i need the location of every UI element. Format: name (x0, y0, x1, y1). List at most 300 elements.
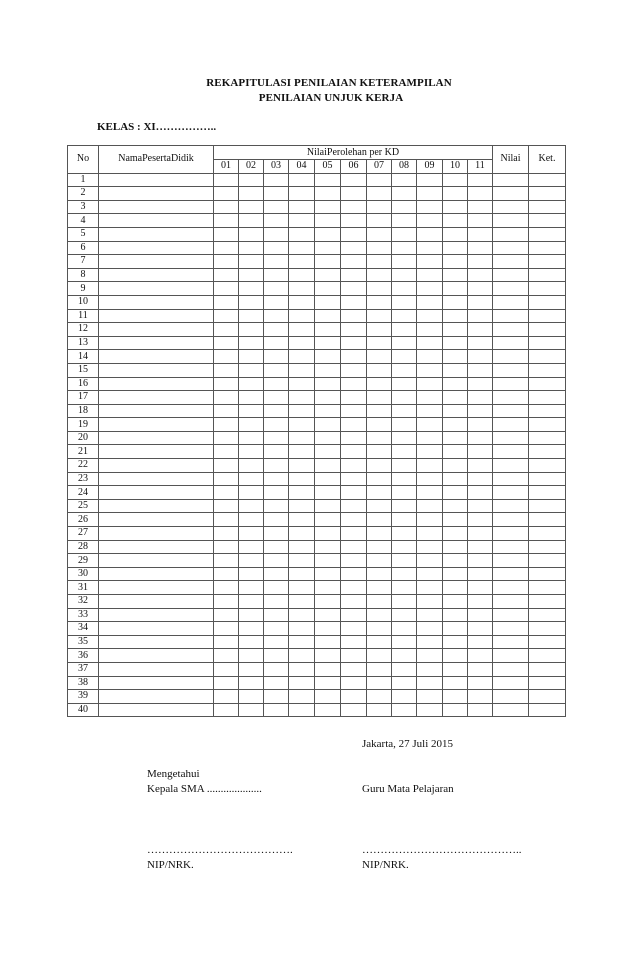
kd-score-cell (341, 295, 367, 309)
nilai-cell (493, 608, 529, 622)
table-row (68, 363, 566, 377)
kd-score-cell (367, 703, 392, 717)
kd-score-cell (443, 595, 468, 609)
kd-score-cell (367, 187, 392, 201)
name-cell (99, 309, 214, 323)
ket-cell (529, 268, 566, 282)
kd-score-cell (341, 690, 367, 704)
name-cell (99, 486, 214, 500)
kd-score-cell (392, 173, 417, 187)
kd-score-cell (315, 703, 341, 717)
kd-score-cell (417, 214, 443, 228)
kd-score-cell (289, 567, 315, 581)
kd-score-cell (417, 499, 443, 513)
nilai-cell (493, 703, 529, 717)
kd-score-cell (468, 431, 493, 445)
table-row (68, 649, 566, 663)
kd-score-cell (468, 350, 493, 364)
kd-header-cell: 04 (289, 160, 315, 174)
kd-score-cell (417, 581, 443, 595)
kd-score-cell (214, 595, 239, 609)
row-number: 33 (68, 608, 99, 622)
kd-score-cell (443, 214, 468, 228)
kd-score-cell (443, 622, 468, 636)
kd-score-cell (214, 703, 239, 717)
nilai-cell (493, 662, 529, 676)
nilai-cell (493, 187, 529, 201)
kd-score-cell (443, 309, 468, 323)
row-number: 20 (68, 431, 99, 445)
table-row (68, 513, 566, 527)
kd-score-cell (417, 227, 443, 241)
kd-score-cell (367, 622, 392, 636)
kd-score-cell (239, 173, 264, 187)
nilai-cell (493, 567, 529, 581)
row-number: 4 (68, 214, 99, 228)
kd-score-cell (468, 323, 493, 337)
kd-score-cell (264, 214, 289, 228)
ket-cell (529, 649, 566, 663)
nilai-cell (493, 255, 529, 269)
row-number: 37 (68, 662, 99, 676)
name-cell (99, 472, 214, 486)
kd-score-cell (289, 282, 315, 296)
nilai-cell (493, 336, 529, 350)
kd-score-cell (289, 649, 315, 663)
kd-score-cell (264, 445, 289, 459)
kd-score-cell (417, 363, 443, 377)
kd-score-cell (315, 227, 341, 241)
nilai-cell (493, 499, 529, 513)
table-row (68, 173, 566, 187)
kd-header-cell: 05 (315, 160, 341, 174)
nilai-cell (493, 649, 529, 663)
table-row (68, 309, 566, 323)
kd-score-cell (289, 227, 315, 241)
kd-header-cell: 06 (341, 160, 367, 174)
kd-score-cell (443, 649, 468, 663)
kd-score-cell (443, 445, 468, 459)
nilai-cell (493, 309, 529, 323)
kd-score-cell (367, 282, 392, 296)
kd-score-cell (315, 581, 341, 595)
kd-score-cell (239, 690, 264, 704)
kd-score-cell (289, 350, 315, 364)
kd-score-cell (367, 241, 392, 255)
kd-score-cell (468, 527, 493, 541)
kd-score-cell (443, 472, 468, 486)
name-cell (99, 241, 214, 255)
row-number: 3 (68, 200, 99, 214)
kd-score-cell (214, 214, 239, 228)
kd-score-cell (289, 323, 315, 337)
kd-score-cell (239, 622, 264, 636)
kd-score-cell (315, 377, 341, 391)
kd-score-cell (239, 472, 264, 486)
kd-score-cell (341, 268, 367, 282)
name-cell (99, 554, 214, 568)
kd-score-cell (289, 309, 315, 323)
kd-score-cell (315, 622, 341, 636)
kd-score-cell (367, 540, 392, 554)
nilai-cell (493, 486, 529, 500)
kd-score-cell (289, 173, 315, 187)
kd-score-cell (315, 173, 341, 187)
kd-score-cell (214, 690, 239, 704)
ket-cell (529, 350, 566, 364)
kd-score-cell (341, 309, 367, 323)
kd-score-cell (367, 227, 392, 241)
kd-score-cell (443, 227, 468, 241)
row-number: 17 (68, 391, 99, 405)
kd-score-cell (214, 241, 239, 255)
kd-score-cell (264, 363, 289, 377)
ket-cell (529, 241, 566, 255)
kd-score-cell (341, 527, 367, 541)
kd-score-cell (417, 595, 443, 609)
kd-score-cell (367, 527, 392, 541)
kd-score-cell (315, 241, 341, 255)
ket-cell (529, 567, 566, 581)
kd-score-cell (468, 200, 493, 214)
kd-score-cell (264, 173, 289, 187)
kd-score-cell (315, 336, 341, 350)
kd-score-cell (417, 377, 443, 391)
kd-score-cell (214, 309, 239, 323)
kd-score-cell (315, 431, 341, 445)
kd-score-cell (417, 173, 443, 187)
kd-score-cell (214, 581, 239, 595)
kd-score-cell (264, 540, 289, 554)
kd-score-cell (468, 459, 493, 473)
row-number: 10 (68, 295, 99, 309)
ket-cell (529, 581, 566, 595)
ket-cell (529, 486, 566, 500)
row-number: 28 (68, 540, 99, 554)
ket-cell (529, 431, 566, 445)
ket-cell (529, 459, 566, 473)
table-row (68, 227, 566, 241)
row-number: 29 (68, 554, 99, 568)
kd-score-cell (468, 187, 493, 201)
kd-score-cell (341, 703, 367, 717)
kd-score-cell (264, 391, 289, 405)
kd-score-cell (367, 676, 392, 690)
kd-score-cell (341, 173, 367, 187)
kd-score-cell (417, 635, 443, 649)
kd-score-cell (239, 282, 264, 296)
kd-score-cell (392, 363, 417, 377)
name-cell (99, 459, 214, 473)
kelas-label: KELAS : XI…………….. (97, 121, 217, 133)
kd-score-cell (239, 268, 264, 282)
kd-score-cell (289, 540, 315, 554)
kd-score-cell (443, 527, 468, 541)
kd-score-cell (341, 391, 367, 405)
kd-score-cell (214, 445, 239, 459)
kd-score-cell (468, 554, 493, 568)
kd-score-cell (214, 377, 239, 391)
kd-score-cell (289, 187, 315, 201)
kd-score-cell (468, 336, 493, 350)
name-cell (99, 445, 214, 459)
name-cell (99, 295, 214, 309)
kd-score-cell (264, 703, 289, 717)
kd-score-cell (289, 255, 315, 269)
kd-score-cell (239, 662, 264, 676)
ket-cell (529, 363, 566, 377)
ket-cell (529, 336, 566, 350)
kd-score-cell (392, 445, 417, 459)
kd-score-cell (417, 418, 443, 432)
kd-header-cell: 03 (264, 160, 289, 174)
kd-score-cell (289, 268, 315, 282)
kd-score-cell (341, 404, 367, 418)
ket-cell (529, 418, 566, 432)
kd-score-cell (417, 622, 443, 636)
kd-score-cell (341, 336, 367, 350)
kd-score-cell (367, 255, 392, 269)
table-row (68, 214, 566, 228)
kd-score-cell (214, 567, 239, 581)
kd-score-cell (367, 323, 392, 337)
kd-score-cell (315, 255, 341, 269)
kd-score-cell (468, 268, 493, 282)
kd-score-cell (341, 255, 367, 269)
nilai-cell (493, 527, 529, 541)
kd-score-cell (468, 309, 493, 323)
kd-score-cell (443, 363, 468, 377)
name-cell (99, 173, 214, 187)
ket-cell (529, 214, 566, 228)
nilai-cell (493, 173, 529, 187)
kd-score-cell (264, 282, 289, 296)
kd-score-cell (392, 255, 417, 269)
kd-score-cell (239, 540, 264, 554)
kd-score-cell (367, 581, 392, 595)
name-cell (99, 336, 214, 350)
kd-score-cell (468, 173, 493, 187)
kd-score-cell (214, 173, 239, 187)
kd-score-cell (468, 662, 493, 676)
kd-score-cell (367, 595, 392, 609)
kd-score-cell (341, 635, 367, 649)
kd-score-cell (392, 554, 417, 568)
kd-score-cell (315, 513, 341, 527)
row-number: 24 (68, 486, 99, 500)
kd-score-cell (289, 391, 315, 405)
kd-score-cell (443, 323, 468, 337)
score-table (67, 145, 566, 717)
nilai-cell (493, 431, 529, 445)
kd-score-cell (443, 241, 468, 255)
kd-score-cell (443, 567, 468, 581)
name-cell (99, 527, 214, 541)
table-row (68, 595, 566, 609)
row-number: 18 (68, 404, 99, 418)
name-cell (99, 350, 214, 364)
row-number: 19 (68, 418, 99, 432)
kd-score-cell (367, 649, 392, 663)
kd-score-cell (289, 295, 315, 309)
kd-score-cell (214, 472, 239, 486)
kd-score-cell (392, 227, 417, 241)
row-number: 31 (68, 581, 99, 595)
table-row (68, 295, 566, 309)
table-row (68, 581, 566, 595)
kd-score-cell (367, 554, 392, 568)
kd-score-cell (367, 472, 392, 486)
kd-score-cell (417, 255, 443, 269)
kd-score-cell (468, 608, 493, 622)
kd-score-cell (239, 676, 264, 690)
kd-score-cell (468, 540, 493, 554)
kd-score-cell (417, 350, 443, 364)
kd-score-cell (214, 635, 239, 649)
kd-score-cell (468, 581, 493, 595)
kd-score-cell (264, 227, 289, 241)
kd-score-cell (289, 703, 315, 717)
name-cell (99, 635, 214, 649)
kd-score-cell (289, 554, 315, 568)
table-row (68, 282, 566, 296)
nilai-cell (493, 377, 529, 391)
kd-score-cell (239, 295, 264, 309)
kd-score-cell (264, 459, 289, 473)
kd-score-cell (392, 567, 417, 581)
kd-score-cell (392, 690, 417, 704)
nilai-cell (493, 323, 529, 337)
kd-score-cell (341, 649, 367, 663)
kd-score-cell (214, 187, 239, 201)
row-number: 6 (68, 241, 99, 255)
right-nip: NIP/NRK. (362, 859, 409, 871)
kd-score-cell (468, 486, 493, 500)
kd-score-cell (239, 608, 264, 622)
kd-score-cell (315, 309, 341, 323)
kd-score-cell (468, 635, 493, 649)
nilai-cell (493, 581, 529, 595)
table-row (68, 255, 566, 269)
nilai-cell (493, 635, 529, 649)
table-row (68, 635, 566, 649)
kd-score-cell (264, 187, 289, 201)
nilai-cell (493, 391, 529, 405)
table-row (68, 608, 566, 622)
kd-score-cell (417, 662, 443, 676)
kd-score-cell (214, 459, 239, 473)
row-number: 36 (68, 649, 99, 663)
kd-score-cell (341, 214, 367, 228)
table-row (68, 391, 566, 405)
kd-score-cell (289, 662, 315, 676)
nilai-cell (493, 227, 529, 241)
row-number: 40 (68, 703, 99, 717)
nilai-cell (493, 404, 529, 418)
ket-cell (529, 690, 566, 704)
kd-score-cell (289, 690, 315, 704)
kd-score-cell (289, 431, 315, 445)
nilai-cell (493, 418, 529, 432)
kd-score-cell (392, 527, 417, 541)
row-number: 39 (68, 690, 99, 704)
ket-cell (529, 472, 566, 486)
kd-score-cell (315, 200, 341, 214)
kd-score-cell (392, 241, 417, 255)
kd-score-cell (417, 527, 443, 541)
kd-score-cell (341, 418, 367, 432)
kd-score-cell (289, 499, 315, 513)
kd-score-cell (315, 323, 341, 337)
kd-score-cell (468, 472, 493, 486)
kd-score-cell (214, 662, 239, 676)
kd-score-cell (468, 703, 493, 717)
kd-score-cell (443, 513, 468, 527)
kd-score-cell (264, 554, 289, 568)
nilai-cell (493, 200, 529, 214)
table-row (68, 323, 566, 337)
kd-score-cell (289, 459, 315, 473)
kd-score-cell (214, 336, 239, 350)
kd-score-cell (367, 418, 392, 432)
kd-score-cell (417, 554, 443, 568)
kd-score-cell (214, 282, 239, 296)
kd-score-cell (214, 540, 239, 554)
name-cell (99, 214, 214, 228)
kd-score-cell (417, 459, 443, 473)
kd-score-cell (264, 404, 289, 418)
table-row (68, 445, 566, 459)
kd-score-cell (367, 295, 392, 309)
ket-cell (529, 703, 566, 717)
nilai-cell (493, 472, 529, 486)
row-number: 8 (68, 268, 99, 282)
guru-label: Guru Mata Pelajaran (362, 783, 454, 795)
kd-score-cell (443, 486, 468, 500)
kd-score-cell (289, 595, 315, 609)
name-cell (99, 282, 214, 296)
kd-score-cell (468, 391, 493, 405)
kd-score-cell (315, 554, 341, 568)
kd-score-cell (239, 513, 264, 527)
table-row (68, 662, 566, 676)
kd-score-cell (468, 649, 493, 663)
kd-score-cell (341, 472, 367, 486)
kd-score-cell (341, 486, 367, 500)
kd-score-cell (239, 554, 264, 568)
kd-score-cell (214, 200, 239, 214)
ket-cell (529, 323, 566, 337)
kd-score-cell (417, 690, 443, 704)
kd-score-cell (367, 486, 392, 500)
name-cell (99, 227, 214, 241)
kd-score-cell (214, 323, 239, 337)
kd-score-cell (417, 268, 443, 282)
kd-score-cell (392, 676, 417, 690)
kd-score-cell (443, 635, 468, 649)
name-cell (99, 703, 214, 717)
kd-score-cell (392, 350, 417, 364)
header-kd-group: NilaiPerolehan per KD (214, 146, 493, 160)
name-cell (99, 200, 214, 214)
nilai-cell (493, 513, 529, 527)
kd-score-cell (367, 214, 392, 228)
name-cell (99, 499, 214, 513)
kd-score-cell (367, 363, 392, 377)
kd-score-cell (443, 282, 468, 296)
kd-score-cell (417, 323, 443, 337)
row-number: 26 (68, 513, 99, 527)
